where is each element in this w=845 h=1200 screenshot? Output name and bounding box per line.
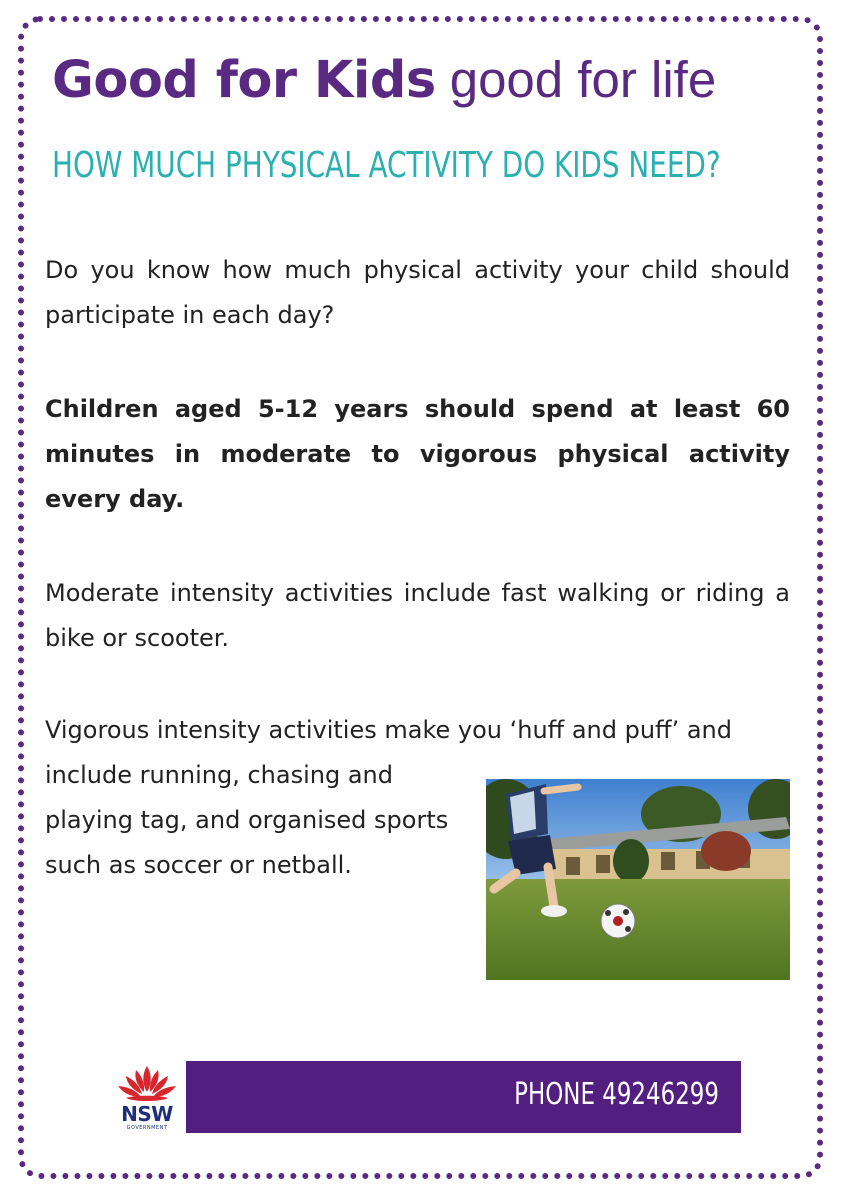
- headline: HOW MUCH PHYSICAL ACTIVITY DO KIDS NEED?: [52, 145, 721, 186]
- brand-title-light: good for life: [449, 51, 717, 108]
- recommendation-paragraph: Children aged 5-12 years should spend at least 60 minutes in moderate to vigorous physical activity every day.: [45, 395, 790, 513]
- vigorous-activities-paragraph: include running, chasing and playing tag, and organised sports such as soccer or netball.: [45, 761, 449, 879]
- phone-number: PHONE 49246299: [514, 1077, 719, 1112]
- child-kicking-soccer-ball-photo: [486, 779, 790, 980]
- logo-subtitle: GOVERNMENT: [126, 1125, 168, 1131]
- nsw-government-logo: [112, 1062, 182, 1134]
- phone-bar: [186, 1061, 741, 1133]
- logo-text: NSW: [121, 1102, 173, 1126]
- vigorous-activities-line: Vigorous intensity activities make you ‘huff and puff’ and: [45, 716, 732, 744]
- waratah-flower-icon: [112, 1062, 182, 1104]
- intro-paragraph: Do you know how much physical activity your child should participate in each day?: [45, 256, 790, 329]
- moderate-activities-paragraph: Moderate intensity activities include fast walking or riding a bike or scooter.: [45, 579, 790, 652]
- brand-title: [52, 40, 792, 132]
- brand-title-bold: Good for Kids: [52, 51, 436, 110]
